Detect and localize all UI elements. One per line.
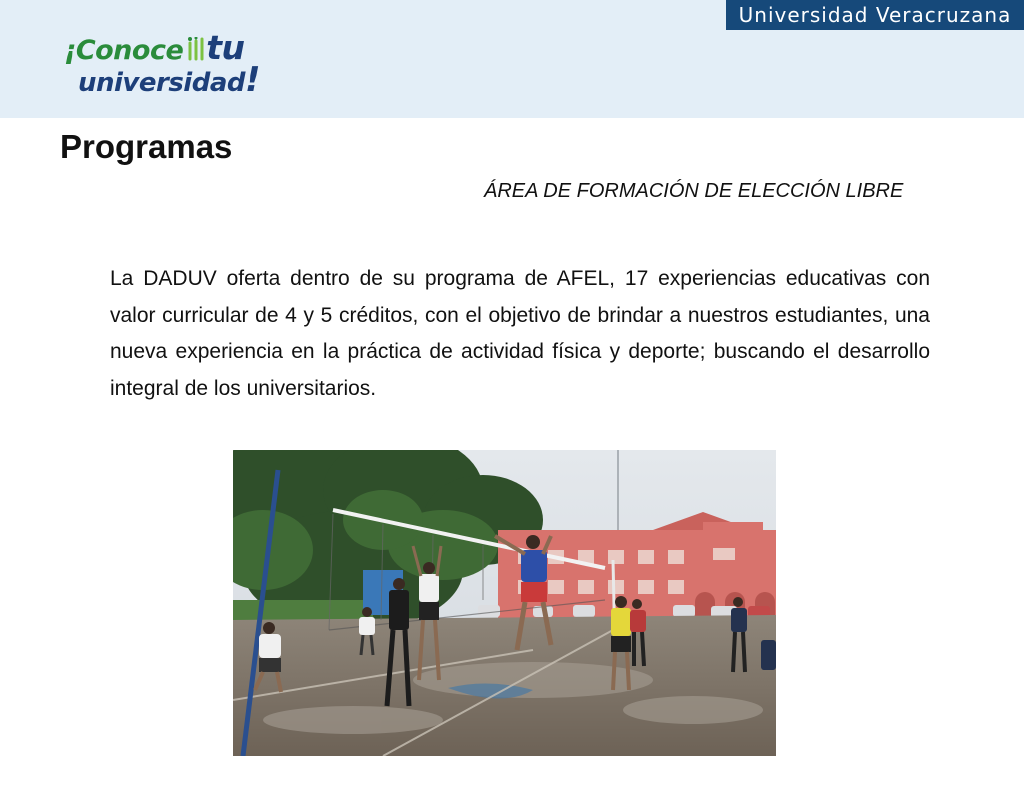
volleyball-photo-illustration [233,450,776,756]
logo-universidad-text: universidad [78,68,245,98]
logo-conoce-text: ¡Conoce [64,35,184,66]
body-paragraph: La DADUV oferta dentro de su programa de AFEL, 17 experiencias educativas con valor curricular de 4 y 5 créditos, con el objetivo de brindar a nuestros estudiantes, una nueva experiencia en la práctica de actividad física y deporte; buscando el desarrollo integral de los universitarios. [110,267,930,400]
page-title: Programas [60,128,233,165]
logo-line2 [78,60,260,100]
area-subtitle: ÁREA DE FORMACIÓN DE ELECCIÓN LIBRE [484,180,904,202]
logo-exclamation: ! [245,60,261,100]
logo-tu-text: tu [206,28,245,67]
conoce-tu-universidad-logo [64,20,264,100]
volleyball-photo [233,450,776,756]
university-badge: Universidad Veracruzana [726,0,1024,30]
